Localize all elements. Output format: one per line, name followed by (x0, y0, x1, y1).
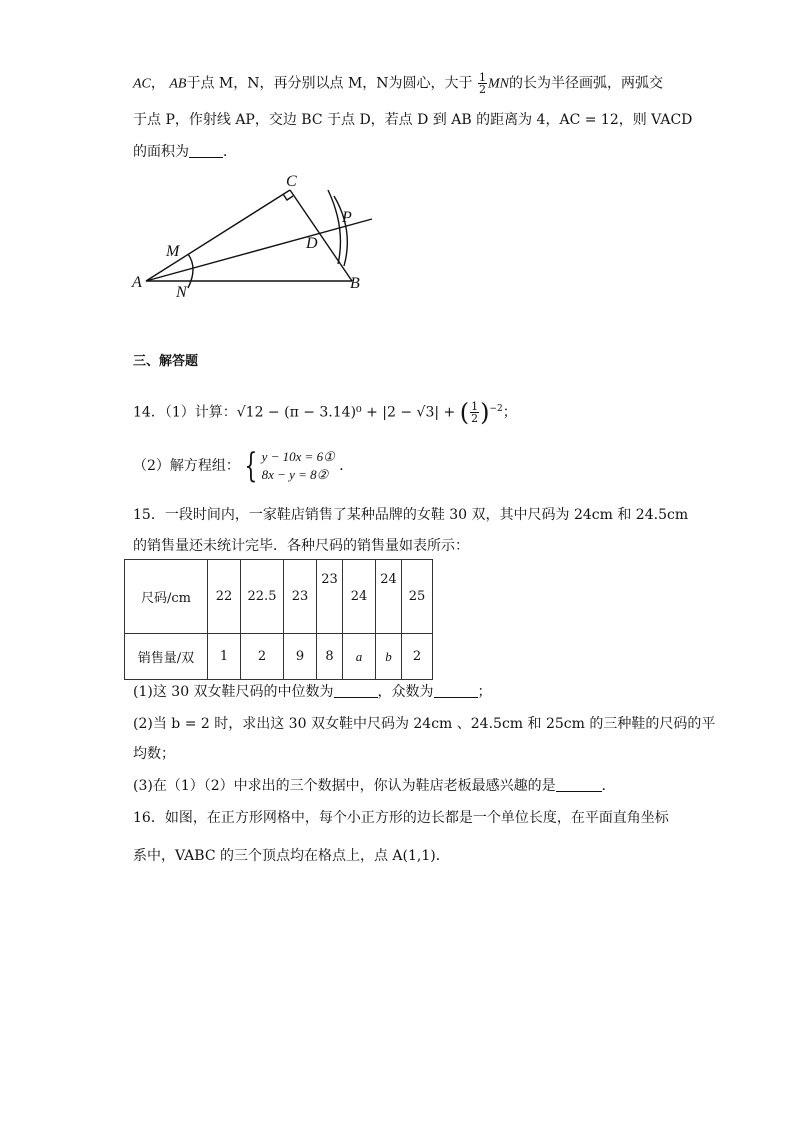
p13-line3 (133, 142, 237, 162)
p15-q2-line2: 均数； (133, 746, 175, 762)
p13-fraction: $\frac{1}{2}$ (479, 71, 486, 96)
size-cell: 24 (343, 560, 376, 634)
p14-part2-label: （2）解方程组： (133, 458, 240, 474)
ray-ap (146, 219, 372, 281)
p14-part2-end: ． (339, 458, 354, 474)
p14-expr: √12 − (π − 3.14)⁰ + |2 − √3| + (236, 404, 460, 421)
label-n: N (176, 284, 187, 298)
q1-median-text: (1)这 30 双女鞋尺码的中位数为 (133, 684, 334, 700)
sales-table (124, 559, 433, 680)
size-cell: 23 (284, 560, 317, 634)
p13-ac: AC (133, 76, 151, 92)
p13-radius: 的长为半径画弧，两弧交 (509, 75, 663, 92)
p14-part2 (133, 448, 353, 484)
sales-cell: a (343, 634, 376, 680)
p13-mn-text: M，N，再分别以点 (218, 75, 344, 92)
p15-q3 (133, 776, 616, 796)
sales-cell: 1 (208, 634, 241, 680)
p15-q1 (133, 682, 492, 702)
p13-area-text: 的面积为 (133, 144, 189, 160)
p13-mn2: M，N (347, 75, 389, 92)
right-angle-mark (283, 194, 293, 200)
q1-mode-text: ，众数为 (377, 684, 434, 700)
triangle-figure (128, 168, 388, 298)
p13-center: 为圆心，大于 (388, 75, 473, 92)
label-c: C (286, 173, 297, 190)
label-d: D (306, 235, 318, 252)
system-brace: { (244, 446, 258, 486)
arc-p2 (334, 196, 347, 266)
p16-line2: 系中，VABC 的三个顶点均在格点上，点 A(1,1)． (133, 848, 450, 864)
equation-2: 8x − y = 8② (261, 467, 329, 482)
label-p: P (342, 209, 352, 226)
p15-line1: 15．一段时间内，一家鞋店销售了某种品牌的女鞋 30 双，其中尺码为 24cm 和 24.5cm (133, 507, 689, 523)
sales-cell: b (376, 634, 402, 680)
p13-line1 (133, 72, 663, 95)
median-blank[interactable] (334, 683, 378, 698)
arc-mn (188, 254, 193, 288)
p14-end: ； (502, 404, 517, 421)
p14-exponent: −2 (489, 404, 503, 414)
q3-blank[interactable] (556, 777, 602, 792)
size-cell: 24 (376, 560, 402, 634)
p13-line2: 于点 P，作射线 AP，交边 BC 于点 D，若点 D 到 AB 的距离为 4，AC = 12，则 VACD (133, 112, 693, 128)
table-row-sales (125, 634, 433, 680)
p13-comma: ， (150, 75, 165, 92)
size-cell: 23 (317, 560, 343, 634)
p14-fraction: $\frac{1}{2}$ (471, 400, 479, 426)
equation-1: y − 10x = 6① (261, 449, 335, 464)
sales-cell: 2 (402, 634, 433, 680)
segment-cb (290, 190, 352, 281)
segment-ac (146, 190, 290, 281)
mode-blank[interactable] (434, 683, 478, 698)
arc-p1 (328, 190, 340, 264)
section-title: 三、解答题 (133, 354, 199, 369)
sales-cell: 2 (241, 634, 284, 680)
table-header-sales: 销售量/双 (125, 634, 208, 680)
q3-end: ． (601, 778, 616, 794)
label-m: M (166, 243, 180, 260)
p13-mn-italic: MN (488, 76, 509, 92)
label-b: B (350, 275, 360, 292)
p13-answer-blank[interactable] (189, 143, 223, 158)
p15-q2-line1: (2)当 b = 2 时，求出这 30 双女鞋中尺码为 24cm 、24.5cm 和 25cm 的三种鞋的尺码的平 (133, 716, 716, 732)
equation-system (262, 448, 335, 484)
sales-cell: 8 (317, 634, 343, 680)
q1-end: ； (477, 684, 492, 700)
p13-ab: AB (169, 76, 187, 92)
table-header-size: 尺码/cm (125, 560, 208, 634)
p15-line2: 的销售量还未统计完毕．各种尺码的销售量如表所示： (133, 538, 469, 554)
q3-text: (3)在（1）（2）中求出的三个数据中，你认为鞋店老板最感兴趣的是 (133, 778, 556, 794)
p14-label: 14．（1）计算： (133, 404, 237, 421)
p13-period: ． (223, 144, 237, 160)
label-a: A (132, 274, 142, 291)
sales-cell: 9 (284, 634, 317, 680)
size-cell: 25 (402, 560, 433, 634)
size-cell: 22 (208, 560, 241, 634)
size-cell: 22.5 (241, 560, 284, 634)
table-row-sizes (125, 560, 433, 634)
p14-part1: 14．（1）计算：√12 − (π − 3.14)⁰ + |2 − √3| + ( $\frac{1}{2}$ )$^{-2}$； (133, 398, 517, 427)
p16-line1: 16．如图，在正方形网格中，每个小正方形的边长都是一个单位长度，在平面直角坐标 (133, 810, 669, 826)
p13-yudian: 于点 (186, 75, 215, 92)
